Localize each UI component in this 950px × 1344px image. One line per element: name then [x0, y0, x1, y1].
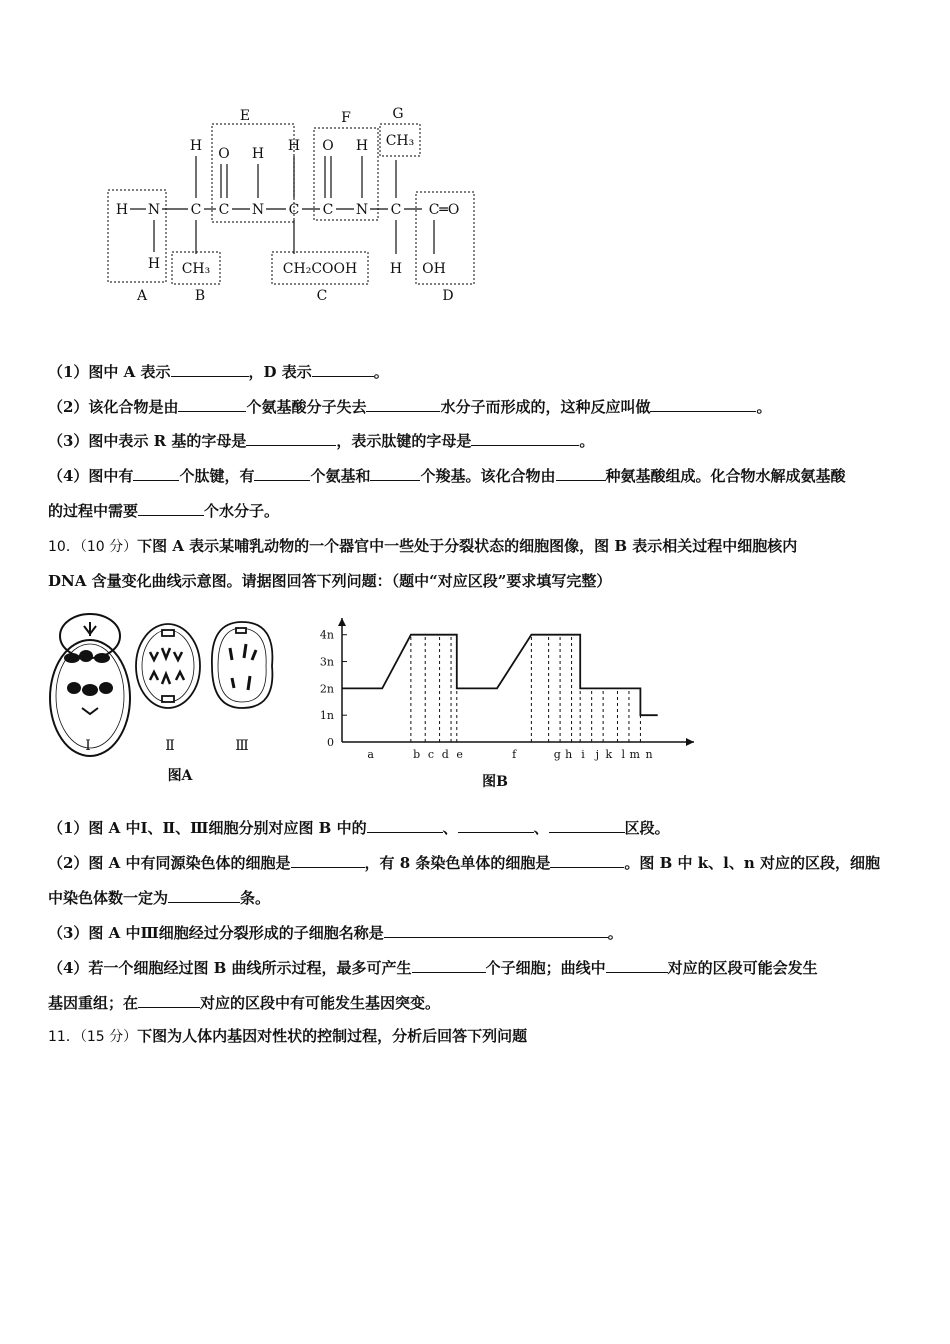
label-b: B — [194, 288, 206, 304]
x-tick-label: a — [367, 748, 374, 761]
chart-axes — [338, 618, 694, 746]
atom-h-top1: H — [189, 138, 203, 154]
q10-number: 10．（10 分） — [48, 539, 138, 555]
atom-h-n3: H — [355, 138, 369, 154]
q10-part4: （4）若一个细胞经过图 B 曲线所示过程，最多可产生 个子细胞；曲线中 对应的区段可能会发生 — [48, 956, 818, 978]
x-tick-label: d — [441, 748, 449, 761]
q11-intro: 11．（15 分）下图为人体内基因对性状的控制过程，分析后回答下列问题 — [48, 1027, 528, 1045]
atom-oh: OH — [422, 261, 446, 277]
q9-p4-blank-4[interactable] — [556, 464, 606, 481]
y-tick-label: 3n — [319, 655, 334, 669]
q10-intro-line2: DNA 含量变化曲线示意图。请据图回答下列问题：（题中“对应区段”要求填写完整） — [48, 572, 612, 590]
q9-part4: （4）图中有 个肽键，有 个氨基和 个羧基。该化合物由 种氨基酸组成。化合物水解成氨基酸 — [48, 464, 846, 486]
q10-intro-line1: 10．（10 分）下图 A 表示某哺乳动物的一个器官中一些处于分裂状态的细胞图像，图 B 表示相关过程中细胞核内 — [48, 537, 798, 555]
q9-part4-cont: 的过程中需要 个水分子。 — [48, 499, 279, 521]
x-tick-label: c — [427, 748, 435, 761]
atom-n1: N — [147, 202, 161, 218]
q10-p4-blank-3[interactable] — [138, 991, 200, 1008]
atom-c3: C — [288, 202, 300, 218]
atom-ch3-g: CH₃ — [385, 133, 415, 149]
atom-h-n2: H — [251, 146, 265, 162]
atom-ch3-b: CH₃ — [181, 261, 211, 277]
cell-1-label: Ⅰ — [85, 738, 91, 754]
q9-p1-blank-1[interactable] — [171, 360, 249, 377]
q10-p1-blank-1[interactable] — [367, 816, 443, 833]
q9-p4-blank-1[interactable] — [133, 464, 179, 481]
atom-c4: C — [322, 202, 334, 218]
atom-c-eq-o: C═O — [428, 202, 460, 218]
q9-part2: （2）该化合物是由 个氨基酸分子失去 水分子而形成的，这种反应叫做 。 — [48, 395, 772, 417]
peptide-structure-figure — [100, 100, 520, 330]
q9-p1-blank-2[interactable] — [312, 360, 374, 377]
cell-2-label: Ⅱ — [165, 738, 175, 754]
q9-part3: （3）图中表示 R 基的字母是 ，表示肽键的字母是 。 — [48, 429, 594, 451]
q9-p4-blank-5[interactable] — [138, 499, 204, 516]
q10-part2: （2）图 A 中有同源染色体的细胞是 ，有 8 条染色单体的细胞是 。图 B 中 k、l、n 对应的区段，细胞 — [48, 851, 880, 873]
atom-c1: C — [190, 202, 202, 218]
label-a: A — [136, 288, 148, 304]
q9-p3-blank-2[interactable] — [471, 429, 579, 446]
y-tick-label: 2n — [319, 682, 334, 696]
x-axis-arrow — [686, 738, 694, 746]
x-tick-label: f — [512, 748, 517, 761]
x-tick-label: b — [413, 748, 421, 761]
label-e: E — [239, 108, 251, 124]
q10-p1-blank-3[interactable] — [549, 816, 625, 833]
y-tick-label: 0 — [327, 736, 334, 749]
q10-p3-blank-1[interactable] — [384, 921, 608, 938]
y-axis-arrow — [338, 618, 346, 626]
label-d: D — [442, 288, 454, 304]
q10-part2-cont: 中染色体数一定为 条。 — [48, 886, 270, 908]
x-tick-label: l — [621, 748, 625, 761]
q9-p2-blank-2[interactable] — [366, 395, 440, 412]
cell-1-chromosome — [84, 622, 96, 636]
label-f: F — [341, 110, 351, 126]
chart-x-ticks — [367, 748, 652, 761]
figure-b-caption: 图B — [482, 774, 508, 790]
q10-p1-blank-2[interactable] — [458, 816, 534, 833]
chart-series — [342, 635, 658, 716]
q9-p3-blank-1[interactable] — [246, 429, 336, 446]
q10-part1: （1）图 A 中Ⅰ、Ⅱ、Ⅲ细胞分别对应图 B 中的 、 、 区段。 — [48, 816, 670, 838]
label-c: C — [316, 288, 328, 304]
atom-o2: O — [322, 138, 334, 154]
cell-3-label: Ⅲ — [235, 738, 249, 754]
atom-c5: C — [390, 202, 402, 218]
cell-3 — [212, 622, 273, 708]
atom-ch2cooh: CH₂COOH — [282, 261, 358, 277]
q9-p2-blank-1[interactable] — [178, 395, 246, 412]
x-tick-label: m — [629, 748, 640, 761]
q9-p4-blank-3[interactable] — [370, 464, 420, 481]
x-tick-label: i — [581, 748, 585, 761]
figure-b-chart — [290, 612, 710, 792]
label-g: G — [392, 106, 404, 122]
q10-p4-blank-1[interactable] — [412, 956, 486, 973]
q10-part4-cont: 基因重组；在 对应的区段中有可能发生基因突变。 — [48, 991, 440, 1013]
q10-p4-blank-2[interactable] — [606, 956, 668, 973]
q9-p4-blank-2[interactable] — [254, 464, 310, 481]
q10-p2-blank-3[interactable] — [168, 886, 240, 903]
x-tick-label: n — [645, 748, 653, 761]
q9-part1: （1）图中 A 表示 ，D 表示 。 — [48, 360, 389, 382]
q10-p2-blank-1[interactable] — [291, 851, 365, 868]
q10-p2-blank-2[interactable] — [550, 851, 624, 868]
dna-content-line — [342, 635, 658, 716]
x-tick-label: g — [553, 748, 561, 761]
figure-a-caption: 图A — [167, 768, 193, 784]
atom-h-left: H — [115, 202, 129, 218]
q11-number: 11．（15 分） — [48, 1029, 138, 1045]
figure-a-cells — [46, 608, 286, 788]
x-tick-label: h — [565, 748, 573, 761]
atom-n3: N — [355, 202, 369, 218]
q10-part3: （3）图 A 中Ⅲ细胞经过分裂形成的子细胞名称是 。 — [48, 921, 623, 943]
cell-2 — [136, 624, 200, 708]
atom-o1: O — [218, 146, 230, 162]
atom-n2: N — [251, 202, 265, 218]
y-tick-label: 1n — [319, 709, 334, 723]
atom-h-below-n1: H — [147, 256, 161, 272]
x-tick-label: k — [605, 748, 613, 761]
q9-p2-blank-3[interactable] — [650, 395, 756, 412]
y-tick-label: 4n — [319, 628, 334, 642]
atom-h-top3: H — [287, 138, 301, 154]
x-tick-label: e — [456, 748, 463, 761]
atom-c2: C — [218, 202, 230, 218]
x-tick-label: j — [595, 748, 600, 761]
atom-h-bottom5: H — [389, 261, 403, 277]
